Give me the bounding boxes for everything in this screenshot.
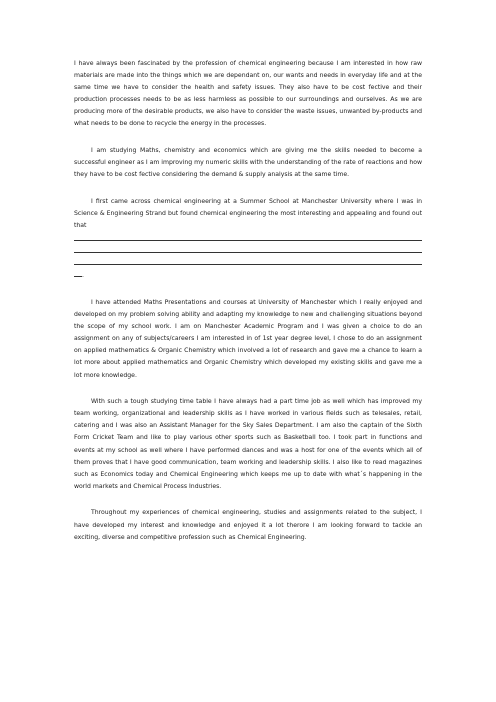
blank-line-end (74, 268, 422, 282)
paragraph-fascination: I have always been fascinated by the profession of chemical engineering because I am interested in how raw materials are made into the things which we are dependant on, our wants and needs in everyday life and at the same time we have to consider the health and safety issues. They also have to be cost fective and their production processes needs to be as less harmless as possible to our surroundings and ourselves. As we are producing more of the desirable products, we also have to consider the waste issues, unwanted by-products and what needs to be done to recycle the energy in the processes. (74, 60, 422, 128)
paragraph-part-time-job: With such a tough studying time table I have always had a part time job as well which has improved my team working, organizational and leadership skills as I have worked in various fields such as telesales, retail, catering and I was also an Assistant Manager for the Sky Sales Department. I am also the captain of the Sixth Form Cricket Team and like to play various other sports such as Basketball too. I took part in functions and events at my school as well where I have performed dances and was a host for one of the events which all of them proves that I have good communication, team working and leadership skills. I also like to read magazines such as Economics today and Chemical Engineering which keeps me up to date with what´s happening in the world markets and Chemical Process Industries. (74, 398, 422, 490)
paragraph-conclusion: Throughout my experiences of chemical engineering, studies and assignments related to the subject, I have developed my interest and knowledge and enjoyed it a lot therore I am looking forward to tackle an exciting, diverse and competitive profession such as Chemical Engineering. (74, 509, 422, 541)
blank-line (74, 232, 422, 244)
blank-line (74, 244, 422, 256)
blank-line (74, 256, 422, 268)
blank-period: . (82, 272, 84, 280)
document-page (74, 58, 422, 558)
paragraph-summer-school (74, 196, 422, 232)
paragraph-manchester: I have attended Maths Presentations and courses at University of Manchester which I really enjoyed and developed on my problem solving ability and adapting my knowledge to new and challenging situations beyond the scope of my school work. I am on Manchester Academic Program and I was given a choice to do an assignment on any of subjects/careers I am interested in of 1st year degree level, I chose to do an assignment on applied mathematics & Organic Chemistry which involved a lot of research and gave me a chance to learn a lot more about applied mathematics and Organic Chemistry which developed my existing skills and gave me a lot more knowledge. (74, 299, 422, 379)
summer-school-text: I first came across chemical engineering at a Summer School at Manchester University where I was in Science & Engineering Strand but found chemical engineering the most interesting and appealing and found out that (74, 197, 422, 230)
blank-tail (74, 268, 84, 280)
paragraph-studies: I am studying Maths, chemistry and economics which are giving me the skills needed to become a successful engineer as I am improving my numeric skills with the understanding of the rate of reactions and how they have to be cost fective considering the demand & supply analysis at the same time. (74, 147, 423, 179)
fill-in-blank (74, 232, 422, 268)
